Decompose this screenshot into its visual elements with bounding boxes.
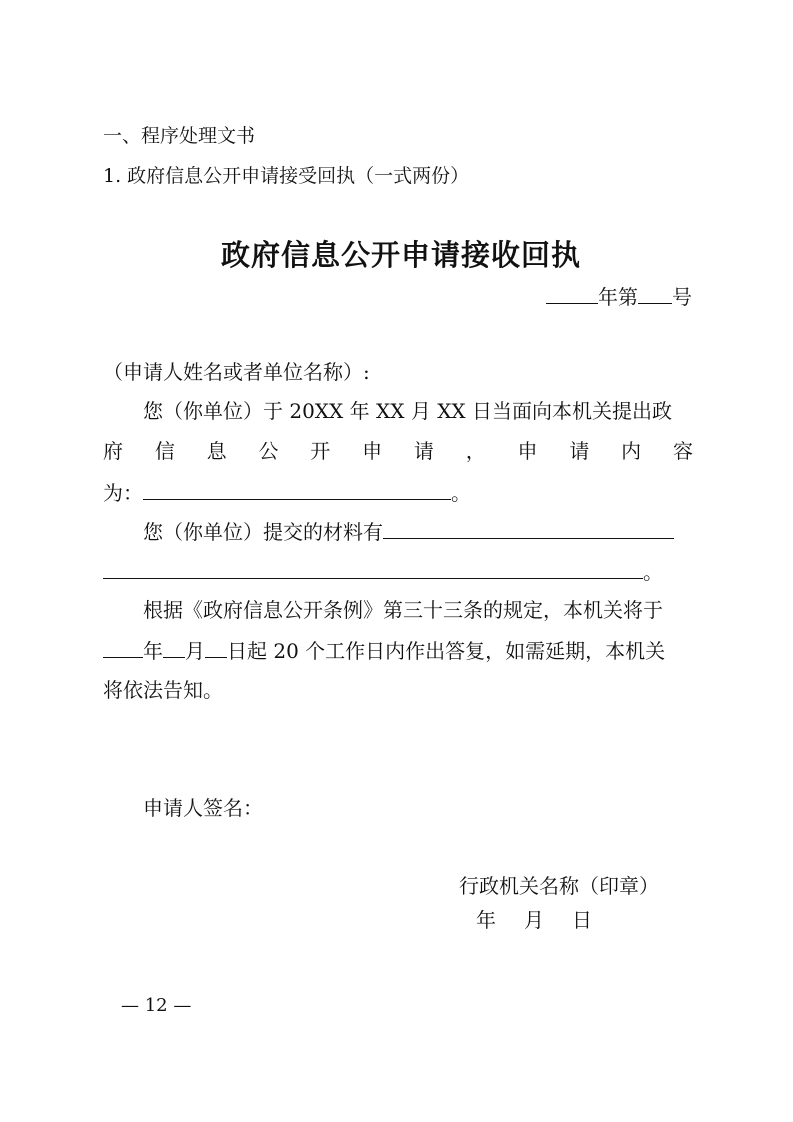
para1-char: ，: [465, 439, 486, 463]
reply-year-label: 年: [143, 639, 163, 663]
period: 。: [643, 560, 663, 584]
document-title: 政府信息公开申请接收回执: [221, 238, 582, 272]
para1-char: 内: [621, 439, 642, 463]
para1-char: 容: [672, 439, 693, 463]
para1-char: 申: [517, 439, 538, 463]
para2-line1: [143, 518, 674, 545]
reply-month-label: 月: [185, 639, 205, 663]
para3-line1: 根据《政府信息公开条例》第三十三条的规定，本机关将于: [143, 598, 663, 622]
para1-line2: [103, 438, 693, 464]
doc-number-blank: [638, 283, 672, 304]
para1-char: 开: [310, 439, 331, 463]
reply-year-blank: [103, 637, 143, 658]
para2-line2: [103, 558, 663, 585]
agency-name-seal: 行政机关名称（印章）: [459, 874, 659, 898]
doc-year-label: 年第: [598, 285, 638, 309]
para3-line3: 将依法告知。: [103, 678, 223, 702]
para1-char: 申: [362, 439, 383, 463]
reply-month-blank: [163, 637, 185, 658]
salutation: （申请人姓名或者单位名称）:: [103, 360, 370, 384]
para1-line1: 您（你单位）于 20XX 年 XX 月 XX 日当面向本机关提出政: [143, 399, 673, 423]
para1-line3-prefix: 为：: [103, 481, 143, 505]
para1-char: 息: [206, 439, 227, 463]
reply-rest-text: 日起 20 个工作日内作出答复，如需延期，本机关: [227, 639, 666, 663]
para2-prefix: 您（你单位）提交的材料有: [143, 520, 383, 544]
item-heading: 1. 政府信息公开申请接受回执（一式两份）: [103, 165, 470, 187]
para1-char: 请: [413, 439, 434, 463]
period: 。: [451, 481, 471, 505]
request-content-blank: [143, 479, 451, 500]
materials-blank-2: [103, 558, 643, 579]
applicant-signature-label: 申请人签名：: [143, 796, 263, 820]
reply-day-blank: [205, 637, 227, 658]
para1-char: 请: [569, 439, 590, 463]
doc-year-blank: [546, 283, 598, 304]
page-number: — 12 —: [121, 995, 192, 1016]
para1-line3: [103, 479, 471, 506]
doc-number-label: 号: [672, 285, 692, 309]
para3-line2: [103, 637, 665, 664]
para1-char: 信: [154, 439, 175, 463]
para1-char: 公: [258, 439, 279, 463]
para1-char: 府: [103, 439, 123, 463]
issue-date: 年 月 日: [476, 908, 596, 932]
document-number: [546, 283, 692, 310]
section-heading: 一、程序处理文书: [103, 125, 256, 147]
materials-blank-1: [383, 518, 674, 539]
